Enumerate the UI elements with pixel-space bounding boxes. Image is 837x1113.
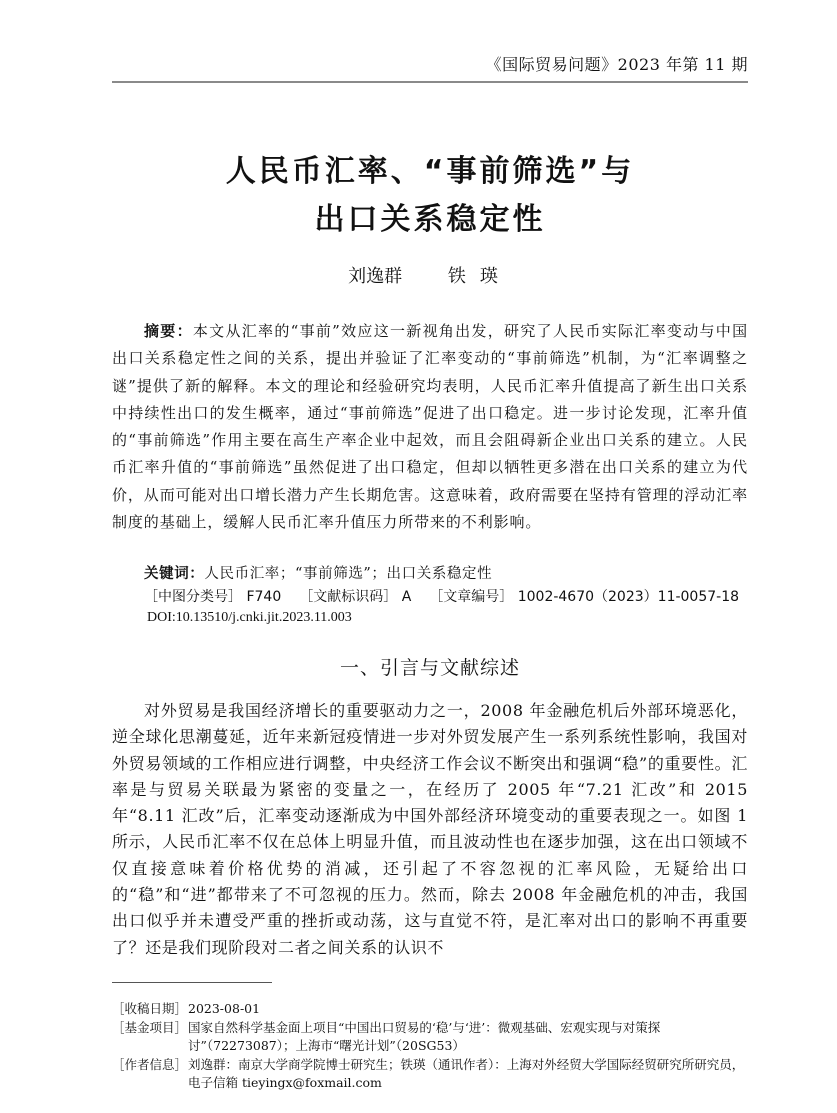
title-line-2: 出口关系稳定性	[314, 202, 546, 237]
classification-line	[144, 586, 757, 606]
doi: DOI:10.13510/j.cnki.jit.2023.11.003	[147, 610, 352, 625]
doc-code-label: ［文献标识码］	[299, 589, 398, 605]
footnote-author-info	[112, 1056, 748, 1092]
body-paragraph: 对外贸易是我国经济增长的重要驱动力之一，2008 年金融危机后外部环境恶化，逆全球化思潮蔓延，近年来新冠疫情进一步对外贸发展产生一系列系统性影响，我国对外贸易领域的工作相应进行调整，中央经济工作会议不断突出和强调“稳”的重要性。汇率是与贸易关联最为紧密的变量之一，在经历了 2005 年“7.21 汇改”和 2015 年“8.11 汇改”后，汇率变动逐渐成为中国外部经济环境变动的重要表现之一。如图 1 所示，人民币汇率不仅在总体上明显升值，而且波动性也在逐步加强，这在出口领域不仅直接意味着价格优势的消减，还引起了不容忽视的汇率风险，无疑给出口的“稳”和“进”都带来了不可忽视的压力。然而，除去 2008 年金融危机的冲击，我国出口似乎并未遭受严重的挫折或动荡，这与直觉不符，是汇率对出口的影响不再重要了？还是我们现阶段对二者之间关系的认识不	[112, 701, 748, 957]
keywords-label: 关键词：	[144, 566, 205, 582]
keywords-text: 人民币汇率；“事前筛选”；出口关系稳定性	[204, 566, 493, 582]
author-name: 铁瑛	[447, 266, 512, 287]
footnote-text: 刘逸群：南京大学商学院博士研究生；铁瑛（通讯作者）：上海对外经贸大学国际经贸研究所研究员，电子信箱 tieyingx@foxmail.com	[188, 1057, 745, 1090]
footnote-text: 2023-08-01	[188, 1001, 261, 1016]
title-line-1: 人民币汇率、“事前筛选”与	[225, 154, 635, 189]
doc-code-value: A	[401, 589, 412, 605]
footnote-text: 国家自然科学基金面上项目“中国出口贸易的‘稳’与‘进’：微观基础、宏观实现与对策探讨”（72273087）；上海市“曙光计划”（20SG53）	[188, 1020, 661, 1053]
clc-label: ［中图分类号］	[144, 589, 242, 605]
author-name: 刘逸群	[348, 266, 403, 287]
footnote-label: ［收稿日期］	[112, 1001, 188, 1016]
section-heading: 一、引言与文献综述	[339, 657, 520, 679]
paper-title	[112, 148, 748, 244]
footnote-funding	[112, 1019, 748, 1055]
footnote-rule	[112, 982, 272, 983]
footnotes	[112, 1000, 748, 1093]
keywords	[144, 562, 492, 583]
header-rule	[112, 81, 748, 83]
clc-value: F740	[246, 589, 282, 605]
abstract	[112, 318, 748, 536]
footnote-label: ［作者信息］	[112, 1057, 188, 1072]
article-no-value: 1002-4670（2023）11-0057-18	[517, 589, 740, 605]
abstract-label: 摘要：	[144, 322, 193, 340]
footnote-received	[112, 1000, 748, 1018]
footnote-label: ［基金项目］	[112, 1020, 188, 1035]
running-header: 《国际贸易问题》2023 年第 11 期	[485, 55, 748, 74]
author-list	[112, 262, 748, 288]
article-no-label: ［文章编号］	[429, 589, 514, 605]
abstract-text: 本文从汇率的“事前”效应这一新视角出发，研究了人民币实际汇率变动与中国出口关系稳定性之间的关系，提出并验证了汇率变动的“事前筛选”机制，为“汇率调整之谜”提供了新的解释。本文的理论和经验研究均表明，人民币汇率升值提高了新生出口关系中持续性出口的发生概率，通过“事前筛选”促进了出口稳定。进一步讨论发现，汇率升值的“事前筛选”作用主要在高生产率企业中起效，而且会阻碍新企业出口关系的建立。人民币汇率升值的“事前筛选”虽然促进了出口稳定，但却以牺牲更多潜在出口关系的建立为代价，从而可能对出口增长潜力产生长期危害。这意味着，政府需要在坚持有管理的浮动汇率制度的基础上，缓解人民币汇率升值压力所带来的不利影响。	[112, 322, 749, 532]
